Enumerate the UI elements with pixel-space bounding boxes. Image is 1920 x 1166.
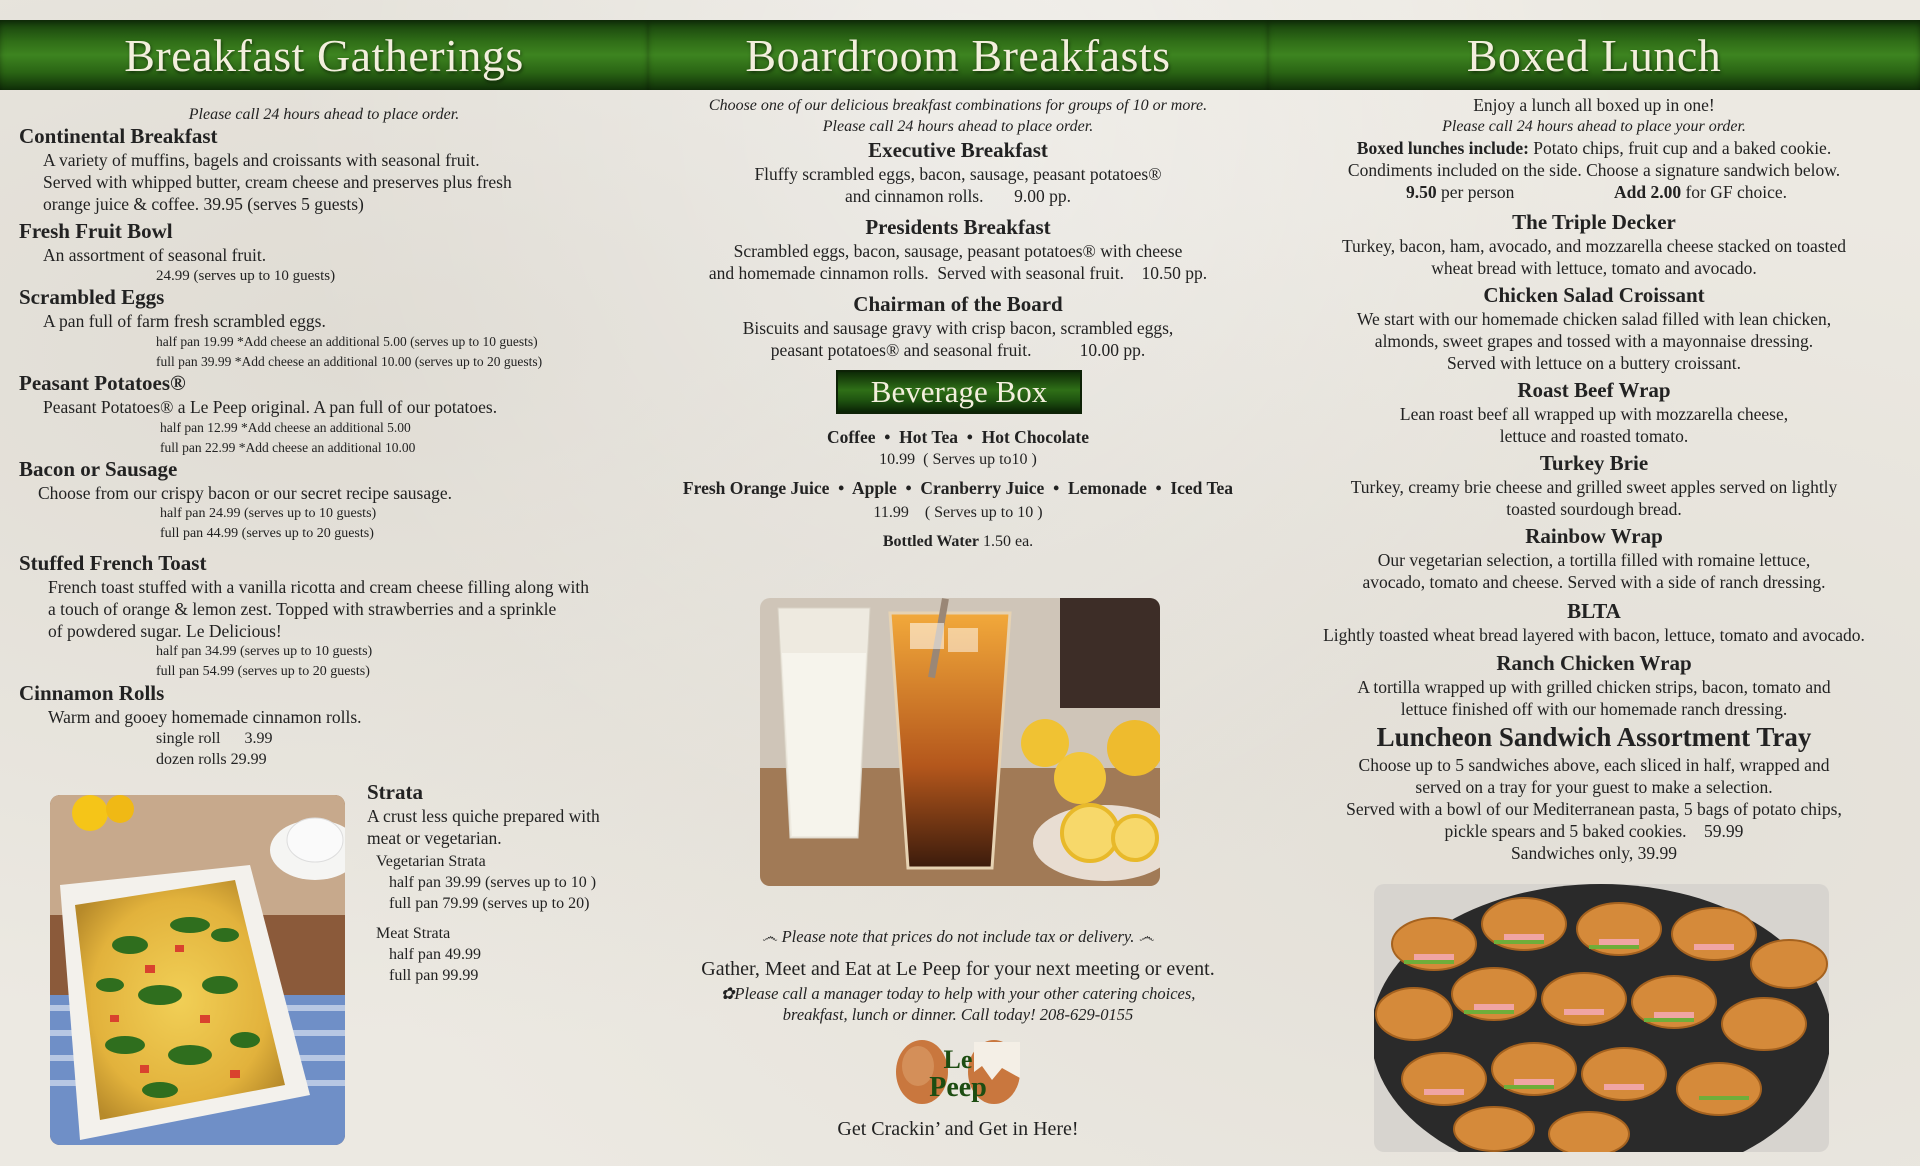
item-desc: Peasant Potatoes® a Le Peep original. A pan full of our potatoes. <box>43 397 498 417</box>
tray-desc: Served with a bowl of our Mediterranean pasta, 5 bags of potato chips, <box>1346 799 1842 819</box>
swirl-right-icon: ෴ <box>1134 927 1155 946</box>
veg-strata-half: half pan 39.99 (serves up to 10 ) <box>389 874 597 891</box>
menu-item-bacon <box>19 456 629 544</box>
item-desc: lettuce finished off with our homemade ranch dressing. <box>1400 699 1788 719</box>
item-desc: wheat bread with lettuce, tomato and avocado. <box>1431 258 1757 278</box>
order-note: Please call 24 hours ahead to place order. <box>188 106 460 123</box>
order-note: Please call 24 hours ahead to place your order. <box>1442 118 1746 135</box>
item-desc: A crust less quiche prepared with <box>367 806 600 826</box>
sandwich-turkey-brie <box>1268 450 1920 520</box>
includes-line <box>1268 137 1920 159</box>
veg-strata-label: Vegetarian Strata <box>376 853 486 870</box>
bottled-water-label: Bottled Water <box>882 533 979 550</box>
tray-price: pickle spears and 5 baked cookies. 59.99 <box>1444 821 1744 841</box>
item-desc: A pan full of farm fresh scrambled eggs. <box>43 311 326 331</box>
beverage-photo <box>760 598 1160 886</box>
item-name: Presidents Breakfast <box>865 215 1051 239</box>
call-manager-note <box>648 983 1268 1025</box>
item-name: The Triple Decker <box>1512 210 1676 234</box>
gather-headline: Gather, Meet and Eat at Le Peep for your next meeting or event. <box>701 958 1215 980</box>
sandwich-chicken-salad <box>1268 282 1920 374</box>
item-price-dozen: dozen rolls 29.99 <box>156 751 267 768</box>
bottled-water <box>648 533 1268 551</box>
croissant-illustration <box>1374 884 1829 1152</box>
item-name: Peasant Potatoes® <box>19 371 186 395</box>
swirl-left-icon: ෴ <box>761 927 782 946</box>
item-price-half: half pan 24.99 (serves up to 10 guests) <box>160 506 377 521</box>
tax-note <box>648 927 1268 947</box>
call-manager-text: Please call a manager today to help with your other catering choices, <box>734 984 1196 1003</box>
item-desc: An assortment of seasonal fruit. <box>43 245 267 265</box>
item-name: Bacon or Sausage <box>19 457 178 481</box>
hot-beverages-price: 10.99 ( Serves up to10 ) <box>879 451 1037 468</box>
boxed-lunch-banner <box>1268 20 1920 90</box>
item-desc: Warm and gooey homemade cinnamon rolls. <box>48 707 362 727</box>
boardroom-title: Boardroom Breakfasts <box>745 29 1171 81</box>
bottled-water-price: 1.50 ea. <box>978 533 1034 550</box>
tray-desc: Choose up to 5 sandwiches above, each sliced in half, wrapped and <box>1358 755 1830 775</box>
item-desc: Lean roast beef all wrapped up with mozzarella cheese, <box>1399 404 1789 424</box>
breakfast-gatherings-banner <box>0 20 648 90</box>
item-name: Rainbow Wrap <box>1525 524 1663 548</box>
sandwich-tray <box>1268 720 1920 864</box>
strata-photo <box>50 795 345 1145</box>
item-desc: and homemade cinnamon rolls. Served with seasonal fruit. 10.50 pp. <box>708 263 1208 283</box>
cold-beverages: Fresh Orange Juice • Apple • Cranberry Juice • Lemonade • Iced Tea <box>682 478 1234 498</box>
tray-desc: served on a tray for your guest to make a selection. <box>1415 777 1773 797</box>
includes-text: Potato chips, fruit cup and a baked cookie. <box>1528 138 1832 158</box>
price-per-person-amount: 9.50 <box>1406 182 1437 202</box>
item-price-single: single roll 3.99 <box>156 730 273 747</box>
beverage-box-banner <box>838 372 1080 412</box>
item-desc: Served with lettuce on a buttery croissant. <box>1446 353 1741 373</box>
item-desc: avocado, tomato and cheese. Served with a side of ranch dressing. <box>1362 572 1826 592</box>
veg-strata-full: full pan 79.99 (serves up to 20) <box>389 895 590 912</box>
item-desc: almonds, sweet grapes and tossed with a mayonnaise dressing. <box>1374 331 1814 351</box>
pricing-line <box>1268 181 1920 203</box>
item-name: Stuffed French Toast <box>19 551 207 575</box>
menu-item-cinnamon-rolls <box>19 680 629 770</box>
item-desc: Choose from our crispy bacon or our secret recipe sausage. <box>38 483 453 503</box>
boardroom-note-line1: Choose one of our delicious breakfast combinations for groups of 10 or more. <box>708 97 1208 114</box>
menu-item-french-toast <box>19 550 629 682</box>
price-per-person <box>1406 181 1514 203</box>
menu-item-continental <box>19 123 629 215</box>
sandwich-roast-beef <box>1268 377 1920 447</box>
tray-sandwiches-only: Sandwiches only, 39.99 <box>1510 843 1678 863</box>
item-price-full: full pan 54.99 (serves up to 20 guests) <box>156 664 370 679</box>
item-desc: toasted sourdough bread. <box>1506 499 1682 519</box>
item-desc: a touch of orange & lemon zest. Topped with strawberries and a sprinkle <box>48 599 557 619</box>
call-manager-line1 <box>648 983 1268 1004</box>
boxed-lunch-intro <box>1268 94 1920 203</box>
boxed-lunch-title: Boxed Lunch <box>1466 29 1722 81</box>
item-desc: Biscuits and sausage gravy with crisp bacon, scrambled eggs, <box>742 318 1174 338</box>
item-name: Executive Breakfast <box>868 138 1048 162</box>
boardroom-breakfasts-column <box>648 0 1268 1166</box>
slogan: Get Crackin’ and Get in Here! <box>837 1118 1079 1140</box>
meat-strata-full: full pan 99.99 <box>389 967 479 984</box>
tax-note-text: Please note that prices do not include tax or delivery. <box>781 927 1135 946</box>
menu-item-fruit <box>19 218 629 286</box>
item-name: Strata <box>367 780 423 804</box>
call-manager-line2: breakfast, lunch or dinner. Call today! 208-629-0155 <box>782 1005 1134 1024</box>
intro-text: Enjoy a lunch all boxed up in one! <box>1473 95 1715 115</box>
item-desc: A variety of muffins, bagels and croissants with seasonal fruit. <box>43 150 480 170</box>
gf-surcharge-label: for GF choice. <box>1681 182 1788 202</box>
item-desc: Turkey, creamy brie cheese and grilled sweet apples served on lightly <box>1350 477 1838 497</box>
boardroom-note <box>648 95 1268 137</box>
item-price-full: full pan 22.99 *Add cheese an additional 10.00 <box>160 440 416 455</box>
item-price-half: half pan 19.99 *Add cheese an additional 5.00 (serves up to 10 guests) <box>156 334 538 349</box>
item-name: Fresh Fruit Bowl <box>19 219 173 243</box>
item-desc: Our vegetarian selection, a tortilla filled with romaine lettuce, <box>1377 550 1811 570</box>
menu-item-chairman <box>648 291 1268 361</box>
quiche-illustration <box>50 795 345 1145</box>
item-desc: Scrambled eggs, bacon, sausage, peasant potatoes® with cheese <box>733 241 1183 261</box>
item-desc: meat or vegetarian. <box>367 828 502 848</box>
le-peep-logo <box>892 1028 1024 1110</box>
croissant-tray-photo <box>1374 884 1829 1152</box>
cold-beverages-price: 11.99 ( Serves up to 10 ) <box>873 504 1043 521</box>
item-desc: We start with our homemade chicken salad filled with lean chicken, <box>1356 309 1832 329</box>
gf-surcharge <box>1614 181 1787 203</box>
boardroom-banner <box>648 20 1268 90</box>
item-name: Cinnamon Rolls <box>19 681 165 705</box>
menu-item-potatoes <box>19 370 629 458</box>
cracked-egg-logo <box>892 1028 1024 1110</box>
item-desc: Served with whipped butter, cream cheese and preserves plus fresh <box>43 172 512 192</box>
beverage-box-section <box>648 425 1268 551</box>
item-desc: French toast stuffed with a vanilla ricotta and cream cheese filling along with <box>48 577 590 597</box>
clover-icon: ✿ <box>720 984 735 1003</box>
item-price-full: full pan 39.99 *Add cheese an additional 10.00 (serves up to 20 guests) <box>156 354 543 369</box>
item-name: Roast Beef Wrap <box>1517 378 1671 402</box>
meat-strata-label: Meat Strata <box>376 925 451 942</box>
menu-item-presidents <box>648 214 1268 284</box>
sandwich-blta <box>1268 598 1920 646</box>
menu-item-executive <box>648 137 1268 207</box>
item-name: Chicken Salad Croissant <box>1483 283 1705 307</box>
drinks-illustration <box>760 598 1160 886</box>
item-name: Scrambled Eggs <box>19 285 165 309</box>
item-name: Continental Breakfast <box>19 124 218 148</box>
item-desc: Turkey, bacon, ham, avocado, and mozzarella cheese stacked on toasted <box>1341 236 1847 256</box>
tray-title: Luncheon Sandwich Assortment Tray <box>1376 722 1812 752</box>
item-name: BLTA <box>1567 599 1621 623</box>
boardroom-note-line2: Please call 24 hours ahead to place order. <box>822 118 1094 135</box>
logo-text-peep: Peep <box>929 1072 987 1103</box>
item-name: Ranch Chicken Wrap <box>1496 651 1692 675</box>
item-desc: lettuce and roasted tomato. <box>1499 426 1689 446</box>
menu-item-strata <box>367 779 637 986</box>
sandwich-ranch-chicken <box>1268 650 1920 720</box>
price-per-person-label: per person <box>1436 182 1515 202</box>
sandwich-triple-decker <box>1268 209 1920 279</box>
hot-beverages: Coffee • Hot Tea • Hot Chocolate <box>826 427 1090 447</box>
item-price: 24.99 (serves up to 10 guests) <box>156 268 336 284</box>
item-price: orange juice & coffee. 39.95 (serves 5 guests) <box>43 194 364 214</box>
meat-strata-half: half pan 49.99 <box>389 946 481 963</box>
includes-label: Boxed lunches include: <box>1356 138 1529 158</box>
boxed-lunch-column <box>1268 0 1920 1166</box>
item-price-half: half pan 12.99 *Add cheese an additional 5.00 <box>160 420 411 435</box>
item-desc: and cinnamon rolls. 9.00 pp. <box>844 186 1071 206</box>
gf-surcharge-amount: Add 2.00 <box>1614 182 1682 202</box>
condiments-line: Condiments included on the side. Choose a signature sandwich below. <box>1347 160 1841 180</box>
item-desc: peasant potatoes® and seasonal fruit. 10.00 pp. <box>770 340 1146 360</box>
item-price-half: half pan 34.99 (serves up to 10 guests) <box>156 644 373 659</box>
breakfast-gatherings-column <box>0 0 648 1166</box>
logo-text-le: Le <box>943 1045 973 1074</box>
item-name: Chairman of the Board <box>853 292 1063 316</box>
item-price-full: full pan 44.99 (serves up to 20 guests) <box>160 526 374 541</box>
item-desc <box>19 193 629 215</box>
item-desc: Lightly toasted wheat bread layered with bacon, lettuce, tomato and avocado. <box>1323 625 1865 645</box>
sandwich-rainbow-wrap <box>1268 523 1920 593</box>
item-desc: of powdered sugar. Le Delicious! <box>48 621 282 641</box>
item-name: Turkey Brie <box>1539 451 1649 475</box>
breakfast-gatherings-title: Breakfast Gatherings <box>124 29 524 81</box>
item-desc: Fluffy scrambled eggs, bacon, sausage, peasant potatoes® <box>754 164 1162 184</box>
menu-item-eggs <box>19 284 629 372</box>
item-desc: A tortilla wrapped up with grilled chicken strips, bacon, tomato and <box>1357 677 1831 697</box>
beverage-box-title: Beverage Box <box>870 374 1048 409</box>
